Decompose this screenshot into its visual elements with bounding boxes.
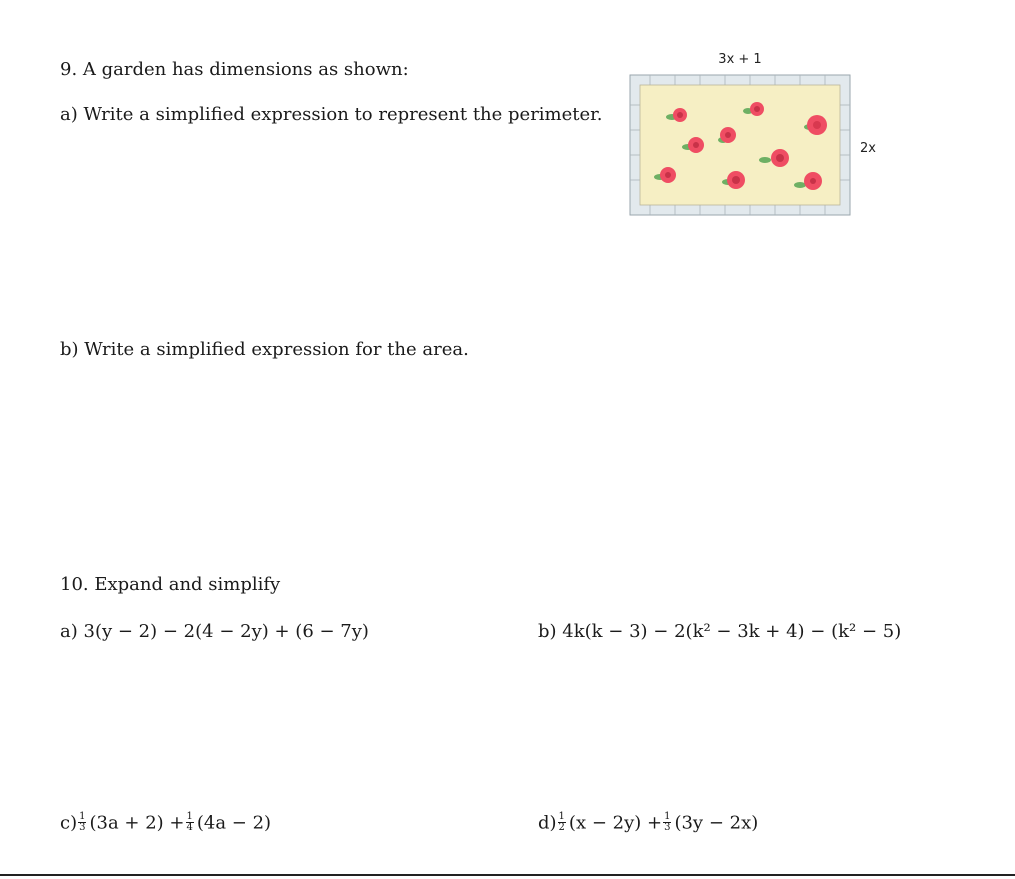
garden-top-label: 3x + 1 (718, 52, 762, 67)
fraction-one-quarter: $\frac{1}{4}$ (186, 811, 193, 833)
q10-part-a (60, 623, 369, 641)
part-d-term-2: (3y − 2x) (674, 812, 759, 834)
part-d-term-1: (x − 2y) + (568, 812, 663, 834)
part-c-label: c) (60, 812, 78, 834)
q9-title: 9. A garden has dimensions as shown: (60, 59, 409, 80)
part-b-label: b) (538, 621, 557, 642)
q9-part-a: a) Write a simplified expression to represent the perimeter. (60, 104, 603, 125)
part-c-term-1: (3a + 2) + (89, 812, 185, 834)
q10-part-c (60, 813, 271, 834)
q10-part-d (538, 813, 758, 834)
part-c-term-2: (4a − 2) (196, 812, 272, 834)
q9-part-b: b) Write a simplified expression for the area. (60, 339, 469, 360)
garden-side-label: 2x (860, 141, 876, 156)
q10-title: 10. Expand and simplify (60, 574, 281, 595)
page-bottom-rule (0, 874, 1015, 876)
part-b-expression: 4k(k − 3) − 2(k² − 3k + 4) − (k² − 5) (562, 621, 902, 642)
q10-part-b (538, 623, 901, 641)
part-a-label: a) (60, 621, 78, 642)
part-a-expression: 3(y − 2) − 2(4 − 2y) + (6 − 7y) (83, 621, 369, 642)
part-d-label: d) (538, 812, 557, 834)
fraction-one-third: $\frac{1}{3}$ (664, 811, 671, 833)
fraction-one-third: $\frac{1}{3}$ (79, 811, 86, 833)
fraction-one-half: $\frac{1}{2}$ (558, 811, 565, 833)
garden-diagram (620, 45, 876, 225)
